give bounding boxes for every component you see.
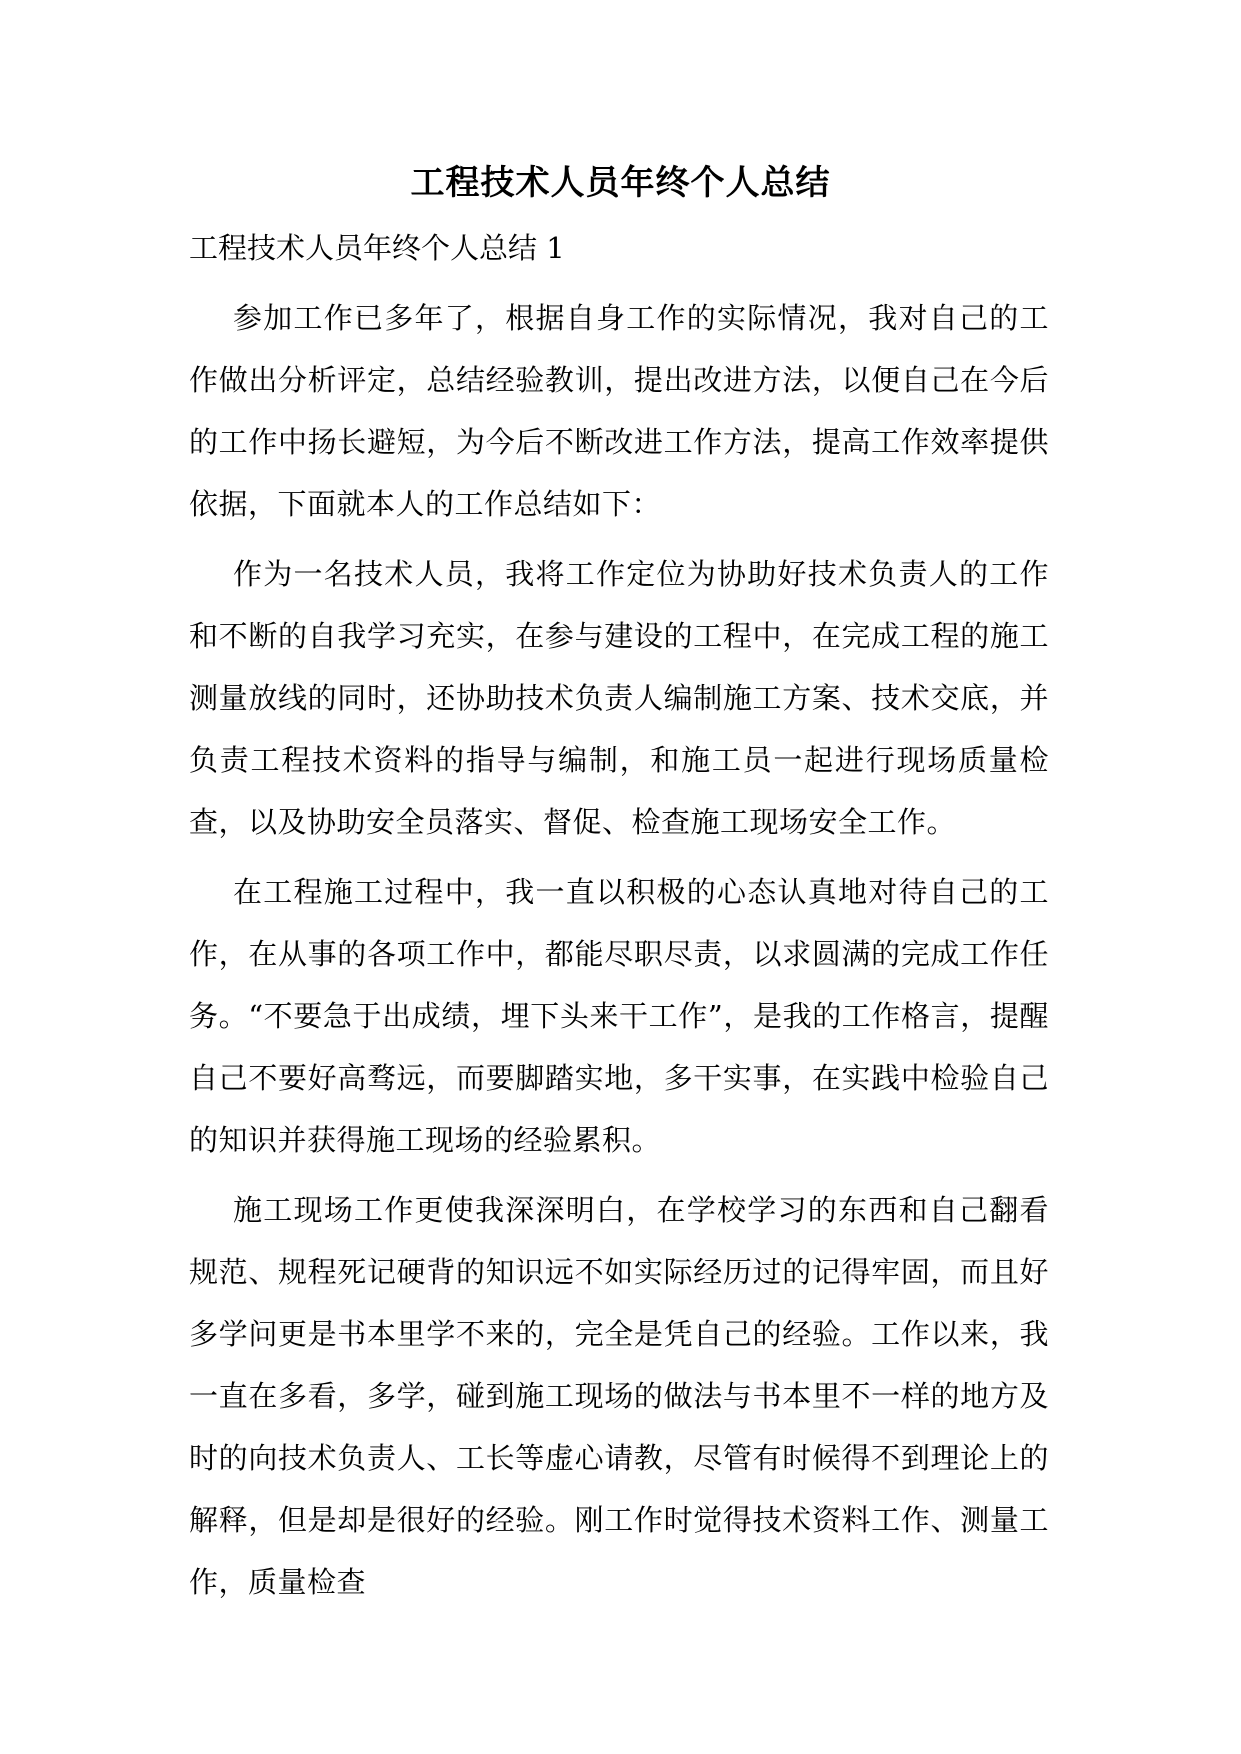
paragraph-intro: 参加工作已多年了，根据自身工作的实际情况，我对自己的工作做出分析评定，总结经验教训，提出改进方法，以便自己在今后的工作中扬长避短，为今后不断改进工作方法，提高工作效率提供依据，下面就本人的工作总结如下： — [189, 301, 1049, 521]
paragraph-attitude: 在工程施工过程中，我一直以积极的心态认真地对待自己的工作，在从事的各项工作中，都能尽职尽责，以求圆满的完成工作任务。“不要急于出成绩，埋下头来干工作”，是我的工作格言，提醒自己不要好高骛远，而要脚踏实地，多干实事，在实践中检验自己的知识并获得施工现场的经验累积。 — [189, 875, 1049, 1157]
paragraph-role: 作为一名技术人员，我将工作定位为协助好技术负责人的工作和不断的自我学习充实，在参与建设的工程中，在完成工程的施工测量放线的同时，还协助技术负责人编制施工方案、技术交底，并负责工程技术资料的指导与编制，和施工员一起进行现场质量检查，以及协助安全员落实、督促、检查施工现场安全工作。 — [189, 557, 1049, 839]
paragraph-experience: 施工现场工作更使我深深明白，在学校学习的东西和自己翻看规范、规程死记硬背的知识远不如实际经历过的记得牢固，而且好多学问更是书本里学不来的，完全是凭自己的经验。工作以来，我一直在多看，多学，碰到施工现场的做法与书本里不一样的地方及时的向技术负责人、工长等虚心请教，尽管有时候得不到理论上的解释，但是却是很好的经验。刚工作时觉得技术资料工作、测量工作，质量检查 — [189, 1193, 1049, 1599]
body-text — [189, 287, 1049, 1621]
section-heading: 工程技术人员年终个人总结 1 — [189, 231, 565, 265]
document-title: 工程技术人员年终个人总结 — [410, 163, 831, 203]
